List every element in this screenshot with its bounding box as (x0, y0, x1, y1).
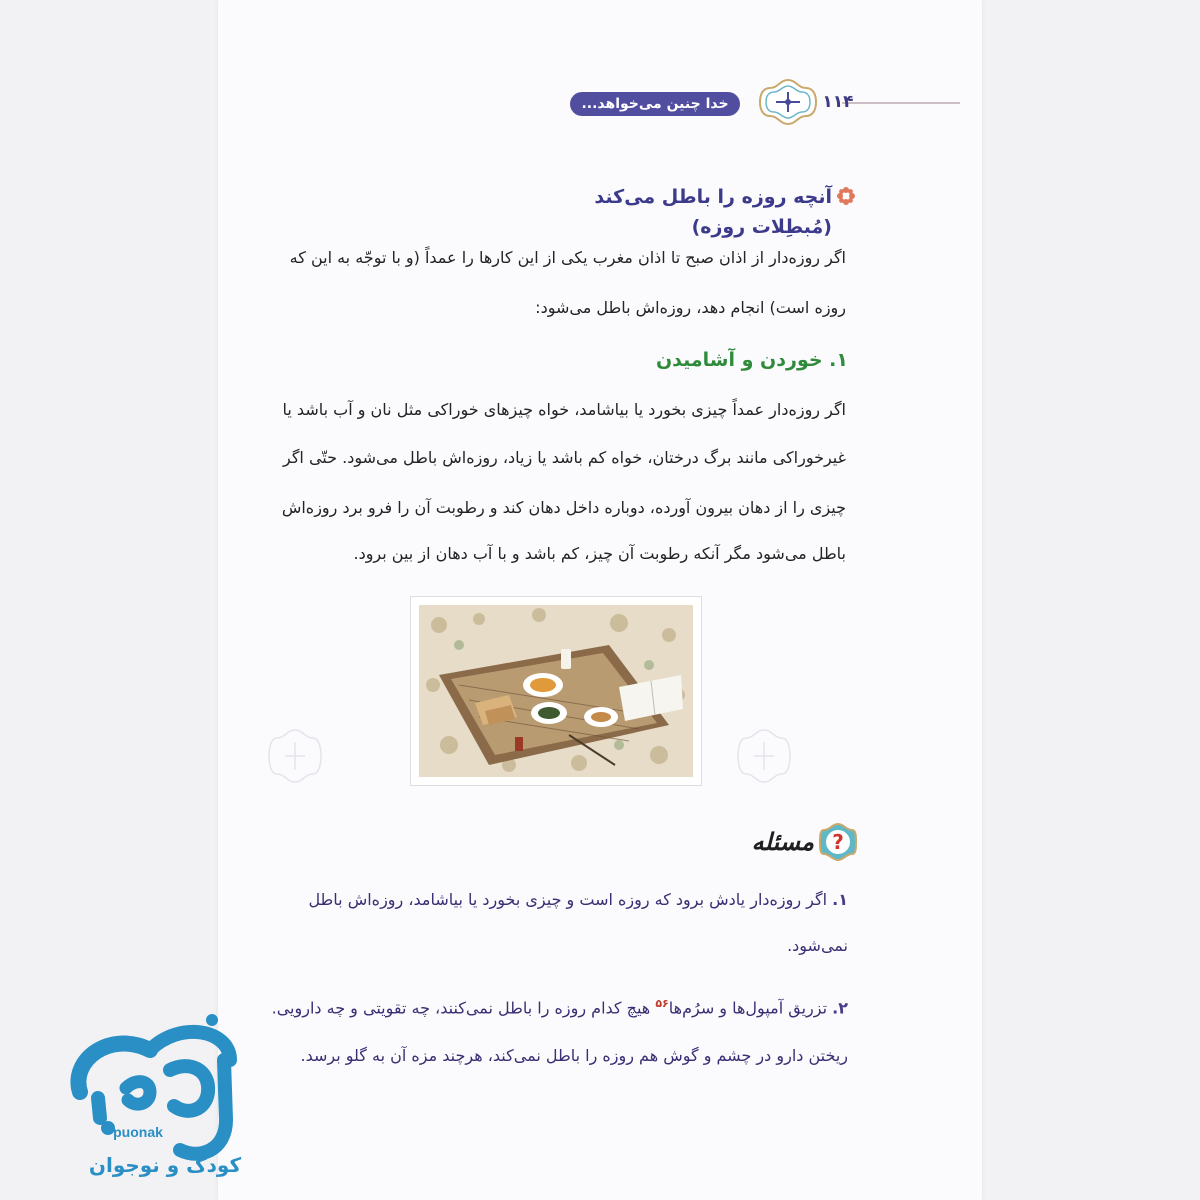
flower-bullet-icon (836, 186, 856, 206)
masale-title: مسئله (751, 827, 814, 856)
watermark-brand: puonak (113, 1124, 163, 1140)
masale-item (250, 978, 848, 1034)
svg-text:?: ? (832, 830, 844, 854)
book-title-pill: خدا چنین می‌خواهد... (570, 92, 740, 116)
body-line: اگر روزه‌دار عمداً چیزی بخورد یا بیاشامد، خواه چیزهای خوراکی مثل نان و آب باشد یا (282, 400, 846, 419)
body-line: چیزی را از دهان بیرون آورده، دوباره داخل دهان کند و رطوبت آن را فرو برد روزه‌اش (281, 498, 846, 517)
header-ornament-icon (756, 76, 820, 128)
body-line: باطل می‌شود مگر آنکه رطوبت آن چیز، کم باشد و با آب دهان از بین برود. (353, 544, 846, 563)
masale-item (250, 874, 848, 926)
item-number: ۱. (832, 890, 848, 909)
iftar-spread-photo (419, 605, 693, 777)
item-text: تزریق آمپول‌ها و سرُم‌ها (668, 998, 828, 1018)
intro-line: اگر روزه‌دار از اذان صبح تا اذان مغرب یکی از این کارها را عمداً (و با توجّه به این که (289, 248, 846, 267)
background-ornament-icon (734, 726, 794, 786)
item-text: نمی‌شود. (787, 936, 848, 955)
background-ornament-icon (265, 726, 325, 786)
masale-item-continuation (250, 1030, 848, 1082)
header-rule (842, 102, 960, 104)
item-text: اگر روزه‌دار یادش برود که روزه است و چیزی بخورد یا بیاشامد، روزه‌اش باطل (308, 890, 828, 909)
masale-item-continuation (250, 920, 848, 972)
body-line: غیرخوراکی مانند برگ درختان، خواه کم باشد یا زیاد، روزه‌اش باطل می‌شود. حتّی اگر (282, 448, 846, 467)
section-title: آنچه روزه را باطل می‌کند (مُبطِلات روزه) (594, 186, 832, 238)
item-text: ریختن دارو در چشم و گوش هم روزه را باطل نمی‌کند، هرچند مزه آن به گلو برسد. (300, 1046, 848, 1065)
subsection-title: ۱. خوردن و آشامیدن (655, 349, 848, 371)
footnote-reference[interactable]: ۵۶ (655, 997, 669, 1010)
page-number: ۱۱۴ (822, 92, 854, 112)
item-number: ۲. (832, 998, 848, 1018)
intro-line: روزه است) انجام دهد، روزه‌اش باطل می‌شود: (535, 298, 846, 317)
question-badge-icon (818, 822, 858, 862)
photo-frame (410, 596, 702, 786)
watermark-tagline: کودک و نوجوان (88, 1153, 242, 1177)
item-text: هیچ کدام روزه را باطل نمی‌کنند، چه تقویتی و چه دارویی. (271, 998, 651, 1018)
